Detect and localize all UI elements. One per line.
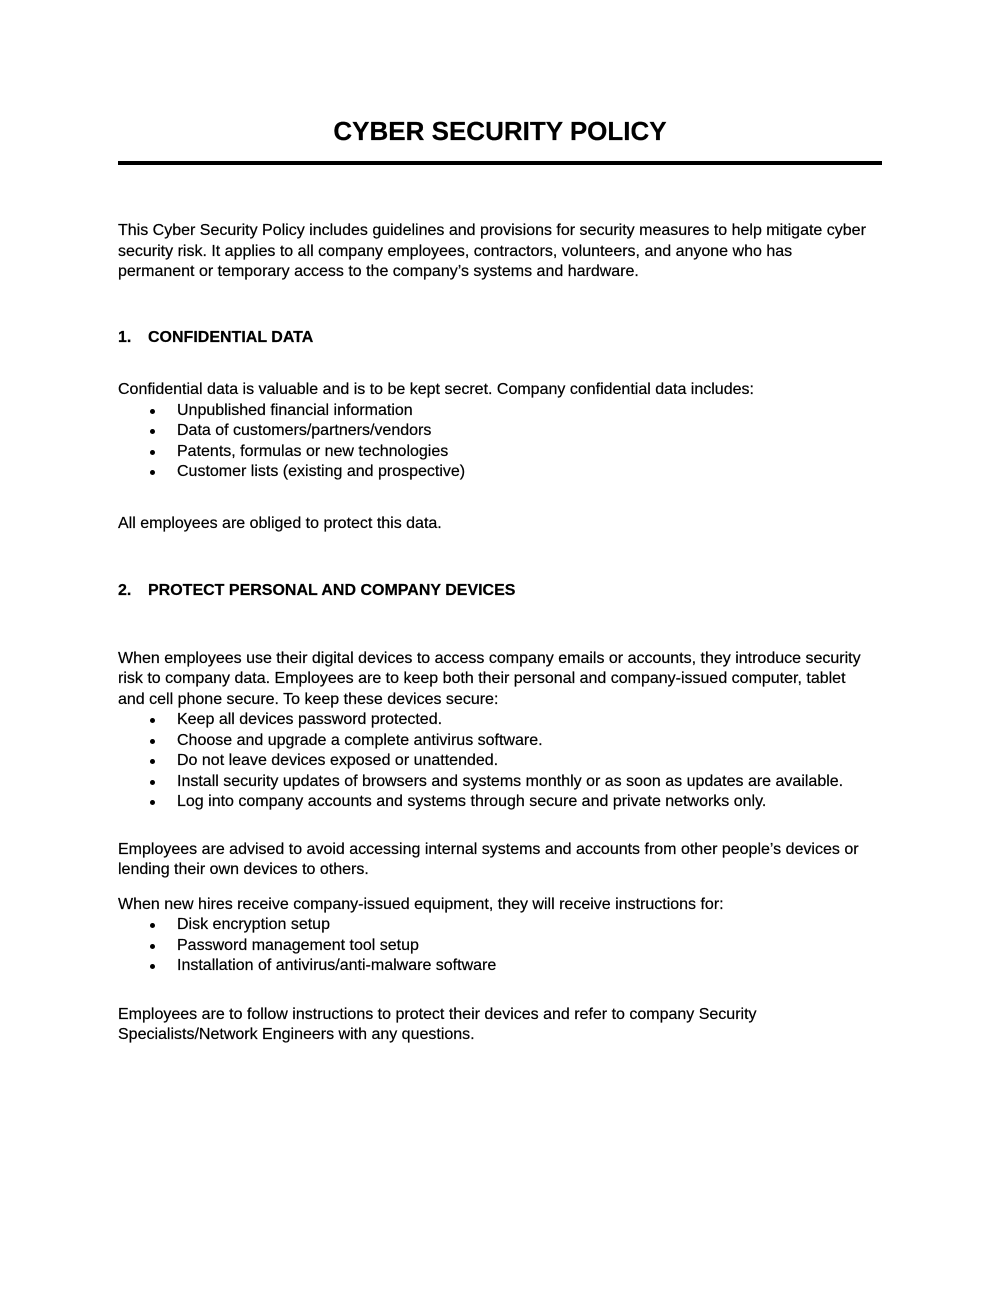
- section-2-heading: [118, 581, 882, 602]
- list-item: [118, 462, 882, 483]
- list-item-text: Patents, formulas or new technologies: [177, 442, 449, 460]
- bullet-list: [118, 401, 882, 483]
- paragraph-line: security risk. It applies to all company employees, contractors, volunteers, and anyone who has: [118, 242, 793, 260]
- list-item-text: Do not leave devices exposed or unattended.: [177, 752, 499, 769]
- paragraph-line: Employees are to follow instructions to protect their devices and refer to company Security: [118, 1005, 757, 1023]
- list-item: [118, 421, 882, 442]
- list-item-text: Install security updates of browsers and systems monthly or as soon as updates are available.: [177, 772, 844, 790]
- list-item: [118, 731, 882, 752]
- paragraph-line: Confidential data is valuable and is to be kept secret. Company confidential data includes:: [118, 381, 754, 398]
- paragraph-line: risk to company data. Employees are to keep both their personal and company-issued computer, tablet: [118, 670, 846, 687]
- list-item: [118, 401, 882, 422]
- paragraph-line: and cell phone secure. To keep these devices secure:: [118, 690, 499, 708]
- list-item: [118, 751, 882, 772]
- list-item-text: Disk encryption setup: [177, 916, 330, 933]
- section-heading-text: PROTECT PERSONAL AND COMPANY DEVICES: [148, 582, 516, 599]
- paragraph-line: All employees are obliged to protect this data.: [118, 514, 442, 532]
- list-item: [118, 442, 882, 463]
- title-divider: [118, 161, 882, 165]
- bullet-icon: [150, 964, 155, 969]
- section-paragraph: [118, 649, 882, 711]
- section-confidential-data: [118, 328, 882, 535]
- paragraph-line: When new hires receive company-issued equipment, they will receive instructions for:: [118, 895, 724, 913]
- section-paragraph: [118, 840, 882, 881]
- bullet-icon: [150, 780, 155, 785]
- list-item: [118, 710, 882, 731]
- list-item-text: Installation of antivirus/anti-malware software: [177, 957, 497, 974]
- paragraph-line: permanent or temporary access to the company’s systems and hardware.: [118, 263, 639, 280]
- list-item: [118, 915, 882, 936]
- bullet-icon: [150, 923, 155, 928]
- section-1-heading: [118, 328, 882, 349]
- paragraph-line: Specialists/Network Engineers with any questions.: [118, 1026, 475, 1043]
- page-title: CYBER SECURITY POLICY: [333, 116, 667, 146]
- section-protect-devices: [118, 581, 882, 1046]
- bullet-icon: [150, 739, 155, 744]
- list-item-text: Keep all devices password protected.: [177, 711, 443, 728]
- intro-paragraph: [118, 221, 882, 283]
- bullet-icon: [150, 450, 155, 455]
- section-number: 2.: [118, 582, 132, 599]
- list-item: [118, 772, 882, 793]
- section-heading-text: CONFIDENTIAL DATA: [148, 328, 314, 346]
- section-number: 1.: [118, 328, 132, 346]
- list-item-text: Customer lists (existing and prospective): [177, 463, 466, 480]
- paragraph-line: When employees use their digital devices to access company emails or accounts, they introduce security: [118, 649, 861, 667]
- list-item-text: Unpublished financial information: [177, 401, 413, 419]
- bullet-icon: [150, 944, 155, 949]
- list-item-text: Password management tool setup: [177, 936, 419, 954]
- list-item-text: Choose and upgrade a complete antivirus software.: [177, 731, 543, 749]
- bullet-icon: [150, 429, 155, 434]
- list-item: [118, 936, 882, 957]
- list-item-text: Data of customers/partners/vendors: [177, 422, 432, 439]
- section-paragraph: [118, 380, 882, 401]
- list-item-text: Log into company accounts and systems through secure and private networks only.: [177, 793, 767, 810]
- bullet-icon: [150, 718, 155, 723]
- bullet-icon: [150, 759, 155, 764]
- bullet-icon: [150, 409, 155, 414]
- bullet-list: [118, 915, 882, 977]
- paragraph-line: This Cyber Security Policy includes guidelines and provisions for security measures to help mitigate cyber: [118, 222, 866, 239]
- list-item: [118, 956, 882, 977]
- bullet-list: [118, 710, 882, 813]
- paragraph-line: Employees are advised to avoid accessing internal systems and accounts from other people’s devices or: [118, 840, 859, 858]
- section-paragraph: [118, 514, 882, 535]
- section-paragraph: [118, 895, 882, 916]
- paragraph-line: lending their own devices to others.: [118, 861, 369, 878]
- section-paragraph: [118, 1005, 882, 1046]
- list-item: [118, 792, 882, 813]
- bullet-icon: [150, 470, 155, 475]
- bullet-icon: [150, 800, 155, 805]
